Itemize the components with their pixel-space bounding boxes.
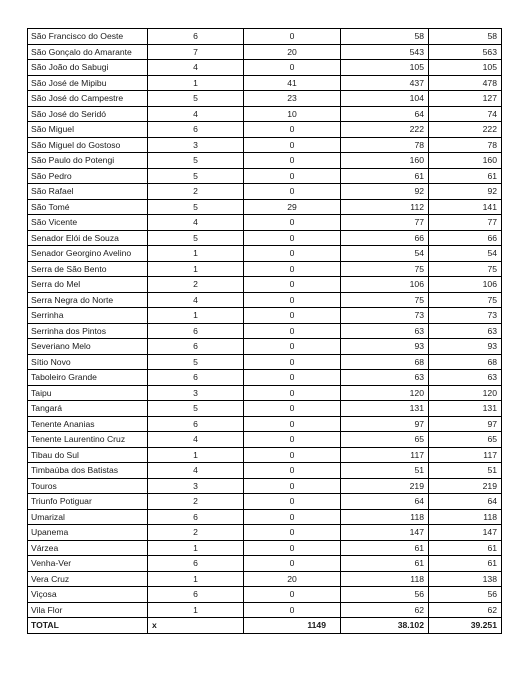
total-total-cell: 39.251 — [429, 618, 502, 634]
table-row — [28, 44, 502, 60]
count-c-cell: 106 — [341, 277, 429, 293]
municipality-cell: Venha-Ver — [28, 556, 148, 572]
table-row — [28, 137, 502, 153]
municipality-cell: São José de Mipibu — [28, 75, 148, 91]
count-a-cell: 1 — [148, 540, 244, 556]
count-c-cell: 64 — [341, 106, 429, 122]
total-cell: 93 — [429, 339, 502, 355]
count-c-cell: 117 — [341, 447, 429, 463]
municipality-cell: Serrinha dos Pintos — [28, 323, 148, 339]
count-b-cell: 10 — [244, 106, 341, 122]
count-b-cell: 0 — [244, 261, 341, 277]
count-b-cell: 0 — [244, 277, 341, 293]
count-a-cell: 5 — [148, 230, 244, 246]
count-a-cell: 1 — [148, 602, 244, 618]
municipality-cell: Vila Flor — [28, 602, 148, 618]
total-cell: 63 — [429, 323, 502, 339]
municipality-cell: São Pedro — [28, 168, 148, 184]
count-b-cell: 0 — [244, 525, 341, 541]
total-cell: 97 — [429, 416, 502, 432]
count-a-cell: 5 — [148, 401, 244, 417]
count-c-cell: 58 — [341, 29, 429, 45]
count-b-cell: 0 — [244, 478, 341, 494]
count-c-cell: 437 — [341, 75, 429, 91]
municipality-cell: Senador Elói de Souza — [28, 230, 148, 246]
total-cell: 118 — [429, 509, 502, 525]
count-c-cell: 61 — [341, 168, 429, 184]
table-row — [28, 106, 502, 122]
count-c-cell: 543 — [341, 44, 429, 60]
total-cell: 106 — [429, 277, 502, 293]
count-a-cell: 3 — [148, 478, 244, 494]
municipality-cell: Tenente Ananias — [28, 416, 148, 432]
count-b-cell: 0 — [244, 354, 341, 370]
count-a-cell: 6 — [148, 370, 244, 386]
municipality-cell: São Rafael — [28, 184, 148, 200]
municipality-cell: São José do Seridó — [28, 106, 148, 122]
table-row — [28, 277, 502, 293]
count-a-cell: 5 — [148, 168, 244, 184]
municipality-cell: São José do Campestre — [28, 91, 148, 107]
table-row — [28, 215, 502, 231]
total-municipality-cell: TOTAL — [28, 618, 148, 634]
count-b-cell: 0 — [244, 230, 341, 246]
count-a-cell: 4 — [148, 463, 244, 479]
count-c-cell: 77 — [341, 215, 429, 231]
count-b-cell: 0 — [244, 308, 341, 324]
total-row — [28, 618, 502, 634]
table-row — [28, 168, 502, 184]
count-b-cell: 0 — [244, 323, 341, 339]
count-c-cell: 222 — [341, 122, 429, 138]
total-cell: 563 — [429, 44, 502, 60]
total-cell: 68 — [429, 354, 502, 370]
count-b-cell: 0 — [244, 385, 341, 401]
count-c-cell: 97 — [341, 416, 429, 432]
count-b-cell: 0 — [244, 432, 341, 448]
total-cell: 131 — [429, 401, 502, 417]
table-row — [28, 525, 502, 541]
total-cell: 78 — [429, 137, 502, 153]
table-row — [28, 509, 502, 525]
count-c-cell: 104 — [341, 91, 429, 107]
count-c-cell: 54 — [341, 246, 429, 262]
count-a-cell: 1 — [148, 308, 244, 324]
municipality-cell: Sítio Novo — [28, 354, 148, 370]
count-a-cell: 1 — [148, 447, 244, 463]
count-a-cell: 3 — [148, 137, 244, 153]
table-row — [28, 292, 502, 308]
table-row — [28, 463, 502, 479]
count-a-cell: 6 — [148, 29, 244, 45]
count-b-cell: 0 — [244, 153, 341, 169]
municipality-cell: Tenente Laurentino Cruz — [28, 432, 148, 448]
municipality-cell: Vera Cruz — [28, 571, 148, 587]
count-a-cell: 6 — [148, 556, 244, 572]
table-row — [28, 230, 502, 246]
count-b-cell: 41 — [244, 75, 341, 91]
count-c-cell: 61 — [341, 540, 429, 556]
municipality-cell: Tibau do Sul — [28, 447, 148, 463]
count-a-cell: 4 — [148, 60, 244, 76]
total-cell: 75 — [429, 292, 502, 308]
total-cell: 77 — [429, 215, 502, 231]
count-c-cell: 112 — [341, 199, 429, 215]
table-row — [28, 29, 502, 45]
count-a-cell: 2 — [148, 184, 244, 200]
count-c-cell: 65 — [341, 432, 429, 448]
total-cell: 73 — [429, 308, 502, 324]
total-cell: 147 — [429, 525, 502, 541]
total-cell: 92 — [429, 184, 502, 200]
table-row — [28, 556, 502, 572]
count-a-cell: 5 — [148, 199, 244, 215]
total-cell: 51 — [429, 463, 502, 479]
total-cell: 58 — [429, 29, 502, 45]
municipality-cell: Triunfo Potiguar — [28, 494, 148, 510]
table-row — [28, 447, 502, 463]
count-c-cell: 147 — [341, 525, 429, 541]
count-a-cell: 1 — [148, 261, 244, 277]
table-row — [28, 323, 502, 339]
count-c-cell: 131 — [341, 401, 429, 417]
table-row — [28, 494, 502, 510]
count-b-cell: 0 — [244, 292, 341, 308]
count-a-cell: 1 — [148, 246, 244, 262]
municipality-cell: Serra Negra do Norte — [28, 292, 148, 308]
table-row — [28, 246, 502, 262]
table-row — [28, 261, 502, 277]
count-b-cell: 0 — [244, 447, 341, 463]
count-c-cell: 105 — [341, 60, 429, 76]
count-b-cell: 0 — [244, 401, 341, 417]
table-row — [28, 370, 502, 386]
municipality-cell: São João do Sabugi — [28, 60, 148, 76]
count-a-cell: 2 — [148, 494, 244, 510]
table-row — [28, 60, 502, 76]
count-c-cell: 92 — [341, 184, 429, 200]
table-row — [28, 401, 502, 417]
total-cell: 117 — [429, 447, 502, 463]
count-c-cell: 75 — [341, 292, 429, 308]
table-row — [28, 385, 502, 401]
total-cell: 141 — [429, 199, 502, 215]
count-b-cell: 0 — [244, 60, 341, 76]
municipality-cell: Timbaúba dos Batistas — [28, 463, 148, 479]
municipality-cell: São Miguel — [28, 122, 148, 138]
count-a-cell: 2 — [148, 525, 244, 541]
total-cell: 74 — [429, 106, 502, 122]
total-cell: 61 — [429, 556, 502, 572]
count-c-cell: 93 — [341, 339, 429, 355]
count-b-cell: 0 — [244, 494, 341, 510]
count-b-cell: 0 — [244, 339, 341, 355]
count-a-cell: 5 — [148, 153, 244, 169]
count-a-cell: 4 — [148, 215, 244, 231]
count-a-cell: 6 — [148, 122, 244, 138]
total-cell: 219 — [429, 478, 502, 494]
count-a-cell: 5 — [148, 91, 244, 107]
count-b-cell: 0 — [244, 184, 341, 200]
count-a-cell: 6 — [148, 509, 244, 525]
total-cell: 62 — [429, 602, 502, 618]
total-cell: 160 — [429, 153, 502, 169]
count-c-cell: 219 — [341, 478, 429, 494]
municipality-cell: São Tomé — [28, 199, 148, 215]
count-b-cell: 0 — [244, 215, 341, 231]
count-a-cell: 4 — [148, 292, 244, 308]
table-row — [28, 153, 502, 169]
count-b-cell: 0 — [244, 509, 341, 525]
total-cell: 120 — [429, 385, 502, 401]
total-cell: 63 — [429, 370, 502, 386]
count-a-cell: 4 — [148, 432, 244, 448]
total-cell: 61 — [429, 540, 502, 556]
total-cell: 127 — [429, 91, 502, 107]
count-c-cell: 120 — [341, 385, 429, 401]
total-count-a-cell: x — [148, 618, 244, 634]
count-a-cell: 6 — [148, 416, 244, 432]
count-c-cell: 66 — [341, 230, 429, 246]
total-cell: 56 — [429, 587, 502, 603]
count-b-cell: 0 — [244, 463, 341, 479]
count-a-cell: 3 — [148, 385, 244, 401]
count-b-cell: 0 — [244, 602, 341, 618]
table-row — [28, 602, 502, 618]
table-row — [28, 432, 502, 448]
count-a-cell: 4 — [148, 106, 244, 122]
count-b-cell: 0 — [244, 587, 341, 603]
count-a-cell: 1 — [148, 571, 244, 587]
count-c-cell: 51 — [341, 463, 429, 479]
municipality-cell: Taboleiro Grande — [28, 370, 148, 386]
municipality-cell: Viçosa — [28, 587, 148, 603]
municipality-cell: São Gonçalo do Amarante — [28, 44, 148, 60]
municipality-table — [27, 28, 502, 634]
municipality-cell: Severiano Melo — [28, 339, 148, 355]
table-row — [28, 354, 502, 370]
table-body — [28, 29, 502, 634]
municipality-cell: São Paulo do Potengi — [28, 153, 148, 169]
count-c-cell: 56 — [341, 587, 429, 603]
total-cell: 54 — [429, 246, 502, 262]
total-cell: 61 — [429, 168, 502, 184]
total-cell: 65 — [429, 432, 502, 448]
count-c-cell: 118 — [341, 571, 429, 587]
table-row — [28, 416, 502, 432]
count-b-cell: 20 — [244, 571, 341, 587]
count-b-cell: 29 — [244, 199, 341, 215]
count-a-cell: 6 — [148, 323, 244, 339]
count-b-cell: 0 — [244, 122, 341, 138]
count-c-cell: 64 — [341, 494, 429, 510]
count-b-cell: 0 — [244, 556, 341, 572]
municipality-cell: Taipu — [28, 385, 148, 401]
total-cell: 64 — [429, 494, 502, 510]
count-a-cell: 6 — [148, 587, 244, 603]
count-b-cell: 20 — [244, 44, 341, 60]
municipality-cell: Serra de São Bento — [28, 261, 148, 277]
count-b-cell: 0 — [244, 137, 341, 153]
count-c-cell: 73 — [341, 308, 429, 324]
municipality-cell: Upanema — [28, 525, 148, 541]
municipality-cell: Senador Georgino Avelino — [28, 246, 148, 262]
table-row — [28, 478, 502, 494]
total-cell: 105 — [429, 60, 502, 76]
total-cell: 75 — [429, 261, 502, 277]
table-row — [28, 75, 502, 91]
total-cell: 478 — [429, 75, 502, 91]
count-a-cell: 5 — [148, 354, 244, 370]
count-c-cell: 75 — [341, 261, 429, 277]
count-b-cell: 23 — [244, 91, 341, 107]
municipality-cell: Tangará — [28, 401, 148, 417]
count-c-cell: 118 — [341, 509, 429, 525]
count-c-cell: 62 — [341, 602, 429, 618]
count-c-cell: 68 — [341, 354, 429, 370]
count-c-cell: 63 — [341, 370, 429, 386]
municipality-cell: São Francisco do Oeste — [28, 29, 148, 45]
table-row — [28, 571, 502, 587]
table-row — [28, 540, 502, 556]
total-cell: 138 — [429, 571, 502, 587]
table-row — [28, 122, 502, 138]
count-a-cell: 7 — [148, 44, 244, 60]
count-b-cell: 0 — [244, 29, 341, 45]
count-b-cell: 0 — [244, 370, 341, 386]
table-row — [28, 184, 502, 200]
municipality-cell: Umarizal — [28, 509, 148, 525]
municipality-cell: São Miguel do Gostoso — [28, 137, 148, 153]
table-row — [28, 91, 502, 107]
municipality-cell: Várzea — [28, 540, 148, 556]
count-a-cell: 2 — [148, 277, 244, 293]
municipality-cell: Touros — [28, 478, 148, 494]
count-b-cell: 0 — [244, 168, 341, 184]
table-row — [28, 339, 502, 355]
total-count-b-cell: 1149 — [244, 618, 341, 634]
count-c-cell: 160 — [341, 153, 429, 169]
count-c-cell: 63 — [341, 323, 429, 339]
total-cell: 66 — [429, 230, 502, 246]
table-row — [28, 308, 502, 324]
count-a-cell: 1 — [148, 75, 244, 91]
count-b-cell: 0 — [244, 540, 341, 556]
count-b-cell: 0 — [244, 416, 341, 432]
municipality-cell: Serrinha — [28, 308, 148, 324]
count-a-cell: 6 — [148, 339, 244, 355]
total-count-c-cell: 38.102 — [341, 618, 429, 634]
count-c-cell: 61 — [341, 556, 429, 572]
table-row — [28, 199, 502, 215]
municipality-cell: Serra do Mel — [28, 277, 148, 293]
count-b-cell: 0 — [244, 246, 341, 262]
municipality-cell: São Vicente — [28, 215, 148, 231]
count-c-cell: 78 — [341, 137, 429, 153]
total-cell: 222 — [429, 122, 502, 138]
table-row — [28, 587, 502, 603]
